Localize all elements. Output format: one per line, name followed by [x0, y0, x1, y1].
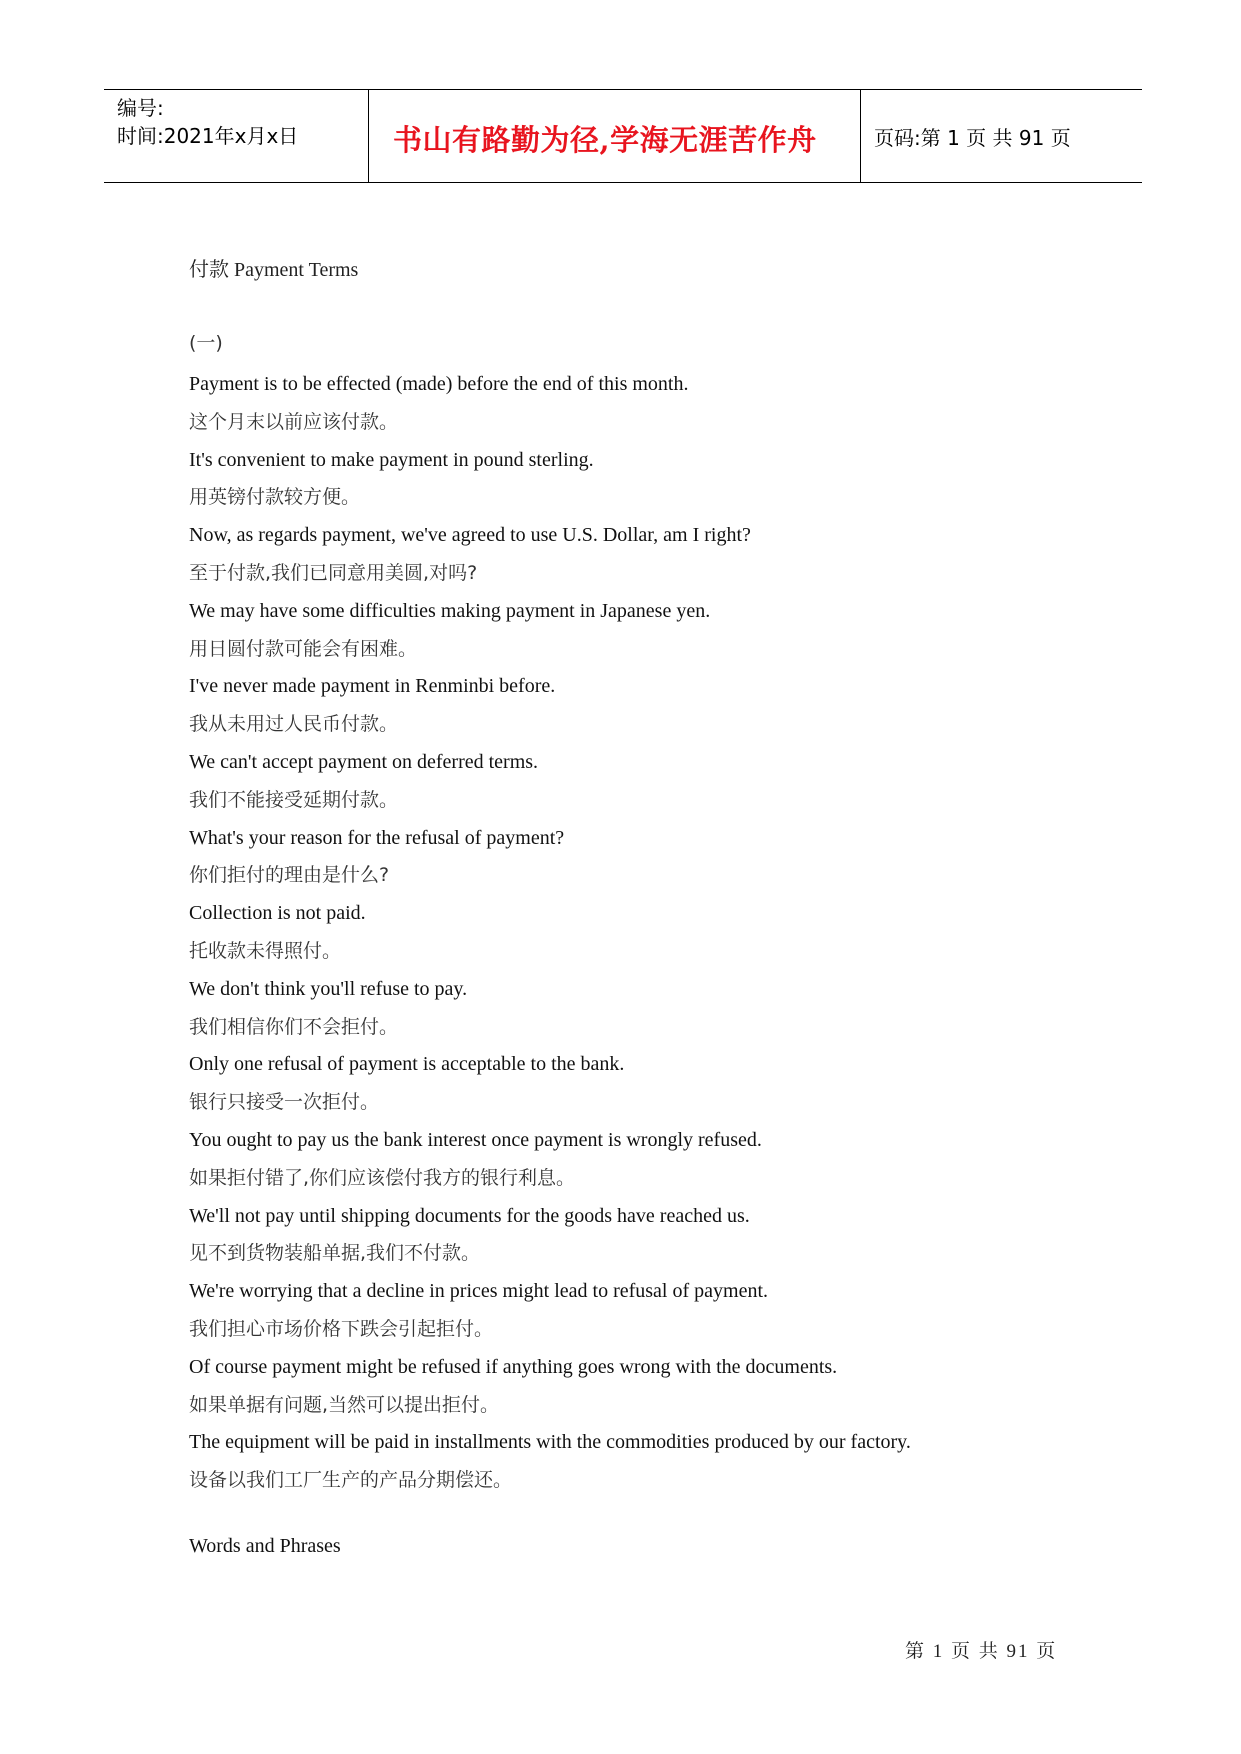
chinese-sentence: 我们担心市场价格下跌会引起拒付。 — [189, 1317, 494, 1340]
header-page-cell — [861, 90, 1142, 182]
chinese-sentence: 如果拒付错了,你们应该偿付我方的银行利息。 — [189, 1166, 576, 1189]
english-sentence: We may have some difficulties making payment in Japanese yen. — [189, 599, 711, 622]
english-sentence: Payment is to be effected (made) before the end of this month. — [189, 373, 689, 395]
document-title: 付款 Payment Terms — [189, 259, 359, 281]
time-label: 时间:2021年x月x日 — [117, 124, 299, 148]
chinese-sentence: 见不到货物装船单据,我们不付款。 — [189, 1242, 481, 1265]
words-and-phrases-heading: Words and Phrases — [189, 1535, 341, 1557]
chinese-sentence: 设备以我们工厂生产的产品分期偿还。 — [189, 1469, 513, 1492]
english-sentence: What's your reason for the refusal of payment? — [189, 826, 565, 849]
chinese-sentence: 银行只接受一次拒付。 — [189, 1091, 380, 1114]
chinese-sentence: 至于付款,我们已同意用美圆,对吗? — [189, 561, 478, 584]
chinese-sentence: 我们相信你们不会拒付。 — [189, 1015, 399, 1038]
chinese-sentence: 托收款未得照付。 — [189, 939, 342, 962]
english-sentence: We don't think you'll refuse to pay. — [189, 977, 468, 1000]
english-sentence: We'll not pay until shipping documents for the goods have reached us. — [189, 1204, 750, 1227]
chinese-sentence: 如果单据有问题,当然可以提出拒付。 — [189, 1393, 500, 1416]
chinese-sentence: 用日圆付款可能会有困难。 — [189, 637, 418, 660]
english-sentence: Now, as regards payment, we've agreed to use U.S. Dollar, am I right? — [189, 524, 751, 547]
header-motto-cell — [369, 90, 861, 182]
english-sentence: Collection is not paid. — [189, 902, 366, 925]
english-sentence: It's convenient to make payment in pound sterling. — [189, 448, 594, 471]
footer-page-number: 第 1 页 共 91 页 — [905, 1641, 1058, 1662]
english-sentence: You ought to pay us the bank interest once payment is wrongly refused. — [189, 1128, 762, 1151]
english-sentence: Only one refusal of payment is acceptable to the bank. — [189, 1053, 625, 1076]
section-number: (一) — [189, 332, 223, 354]
sentence-list — [189, 366, 1089, 1500]
chinese-sentence: 用英镑付款较方便。 — [189, 486, 361, 509]
english-sentence: I've never made payment in Renminbi before. — [189, 675, 556, 698]
english-sentence: Of course payment might be refused if anything goes wrong with the documents. — [189, 1355, 838, 1378]
serial-label: 编号: — [117, 96, 164, 120]
header-page-label: 页码:第 1 页 共 91 页 — [874, 126, 1071, 150]
page-header — [104, 89, 1142, 183]
english-sentence: The equipment will be paid in installments with the commodities produced by our factory. — [189, 1431, 911, 1454]
chinese-sentence: 这个月末以前应该付款。 — [189, 410, 399, 433]
english-sentence: We can't accept payment on deferred terms. — [189, 750, 539, 773]
english-sentence: We're worrying that a decline in prices might lead to refusal of payment. — [189, 1280, 769, 1303]
header-left-cell — [104, 90, 369, 182]
chinese-sentence: 你们拒付的理由是什么? — [189, 864, 390, 887]
chinese-sentence: 我们不能接受延期付款。 — [189, 788, 399, 811]
motto: 书山有路勤为径,学海无涯苦作舟 — [393, 123, 817, 157]
chinese-sentence: 我从未用过人民币付款。 — [189, 713, 399, 736]
